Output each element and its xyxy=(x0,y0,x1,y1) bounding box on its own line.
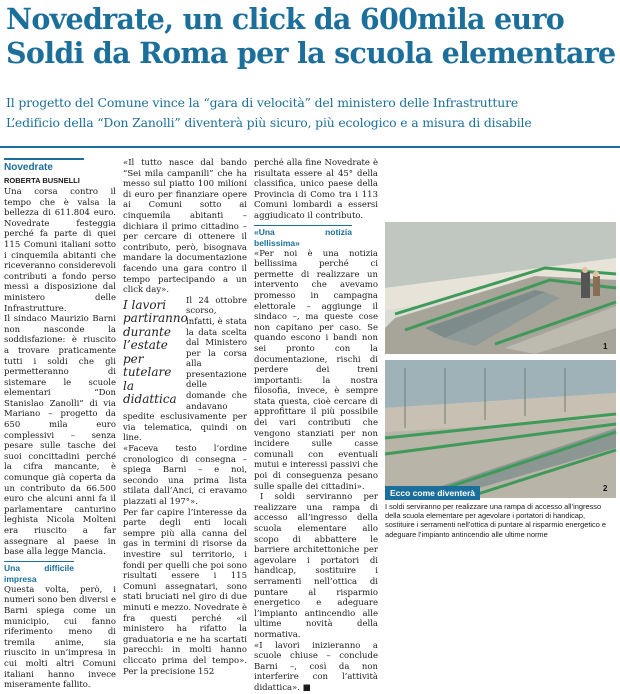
headline-line-1: Novedrate, un click da 600mila euro xyxy=(6,2,565,36)
article-kicker: Novedrate xyxy=(4,158,84,174)
article-paragraph: «Faceva testo l’ordine cronologico di consegna – spiega Barni – e noi, secondo una prima lista stilata dall’Anci, ci eravamo piazzati al 197°». xyxy=(123,444,247,507)
caption-text: I soldi serviranno per realizzare una rampa di accesso all’ingresso della scuola elementare per agevolare i portatori di handicap, sostituire i serramenti nell’ottica di puntare al risparmio energetico e adeguare l’impianto antincendio alle ultime norme xyxy=(385,502,607,539)
section-heading: Una difficile impresa xyxy=(4,562,74,584)
subheadline xyxy=(6,93,616,133)
headline xyxy=(6,2,616,70)
pull-quote: I lavori partiranno durante l’estate per tutelare la didattica xyxy=(123,297,188,407)
article-paragraph: I soldi serviranno per realizzare una rampa di accesso all’ingresso della scuola elementare allo scopo di abbattere le barriere architettoniche per agevolare i portatori di handicap, sostituire i serramenti nell’ottica di puntare al risparmio energetico e adeguare l’impianto antincendio alle ultime novità della normativa. xyxy=(254,492,378,640)
article-paragraph: Questa volta, però, i numeri sono ben diversi e Barni spiega come un municipio, cui fanno riferimento meno di tremila anime, sia riuscito in un’impresa in cui molti altri Comuni italiani hanno invece miseramente fallito. xyxy=(4,584,116,691)
subheadline-line-1: Il progetto del Comune vince la “gara di velocità” del ministero delle Infrastrutture xyxy=(6,95,519,110)
article-byline: ROBERTA BUSNELLI xyxy=(4,176,80,185)
subheadline-line-2: L’edificio della “Don Zanolli” diventerà più sicuro, più ecologico e a misura di disabile xyxy=(6,115,532,130)
article-paragraph: Il sindaco Maurizio Barni non nasconde la soddisfazione: è riuscito a trovare praticamente tutti i soldi che gli permetteranno di sistemare le scuole elementari “Don Stanislao Zanolli” di via Mariano – progetto da 650 mila euro complessivi – senza pesare sulle tasche dei suoi concittadini perché la cifra mancante, è comunque già coperta da un contributo da 66.500 euro che alcuni anni fa il parlamentare canturino leghista Nicola Molteni era riuscito a far assegnare al paese in base alla legge Mancia. xyxy=(4,314,116,558)
headline-line-2: Soldi da Roma per la scuola elementare xyxy=(6,36,616,70)
article-paragraph: Il 24 ottobre scorso, infatti, è stata la data scelta dal Ministero per la corsa alla presentazione delle domande che andavano spedite esclusivamente per via telematica, quindi on line. xyxy=(123,295,247,444)
image-number-1: 1 xyxy=(603,342,608,351)
article-paragraph: Per far capire l’interesse da parte degli enti locali sempre più alla canna del gas in termini di risorse da investire sul territorio, i fondi per quelli che poi sono risultati essere i 115 Comuni assegnatari, sono stati bruciati nel giro di due minuti e mezzo. Novedrate è fra questi perché «il ministero ha rifatto la graduatoria e ne ha scartati parecchi: in molti hanno cliccato prima del tempo». Per la precisione 152 xyxy=(123,507,247,677)
header-divider xyxy=(0,146,620,148)
rendering-image xyxy=(385,218,616,498)
article-paragraph: Una corsa contro il tempo che è valsa la bellezza di 611.804 euro. Novedrate festeggia perché fa parte di quei 115 Comuni italiani sotto i cinquemila abitanti che riceveranno considerevoli contributi a fondo perso messi a disposizione dal ministero delle Infrastrutture. xyxy=(4,187,116,314)
article-paragraph: «Per noi è una notizia bellissima perché ci permette di realizzare un intervento che avevamo promesso in campagna elettorale – aggiunge il sindaco –, ma queste cose non capitano per caso. Se quando escono i bandi non sei pronto con la documentazione, rischi di perdere dei treni importanti: la nostra filosofia, invece, è sempre stata questa, cioè cercare di approfittare il più possibile dei vari contributi che vengono stanziati per non incidere sulle casse comunali con eventuali mutui e interessi passivi che poi di conseguenza pesano sulle spalle dei cittadini». xyxy=(254,248,378,492)
article-paragraph: «Il tutto nasce dal bando “Sei mila campanili” che ha messo sul piatto 100 milioni di euro per finanziare opere ai Comuni sotto ai cinquemila abitanti – dichiara il primo cittadino – per cercare di ottenere il contributo, però, bisognava mandare la documentazione facendo una gara contro il tempo partecipando a un click day». xyxy=(123,158,247,296)
article-column-3 xyxy=(254,158,378,694)
caption-title: Ecco come diventerà xyxy=(385,486,480,500)
article-column-1 xyxy=(4,158,116,691)
section-heading: «Una notizia bellissima» xyxy=(254,226,352,248)
article-paragraph: perché alla fine Novedrate è risultata essere al 45° della classifica, unico paese della Provincia di Como tra i 113 Comuni lombardi a essersi aggiudicato il contributo. xyxy=(254,158,378,221)
article-column-2 xyxy=(123,158,247,677)
school-ramp-rendering xyxy=(385,218,616,498)
article-paragraph: «I lavori inizieranno a scuole chiuse – conclude Barni –, così da non interferire con l’attività didattica». ■ xyxy=(254,640,378,693)
image-caption xyxy=(385,488,616,554)
image-number-2: 2 xyxy=(603,484,608,493)
